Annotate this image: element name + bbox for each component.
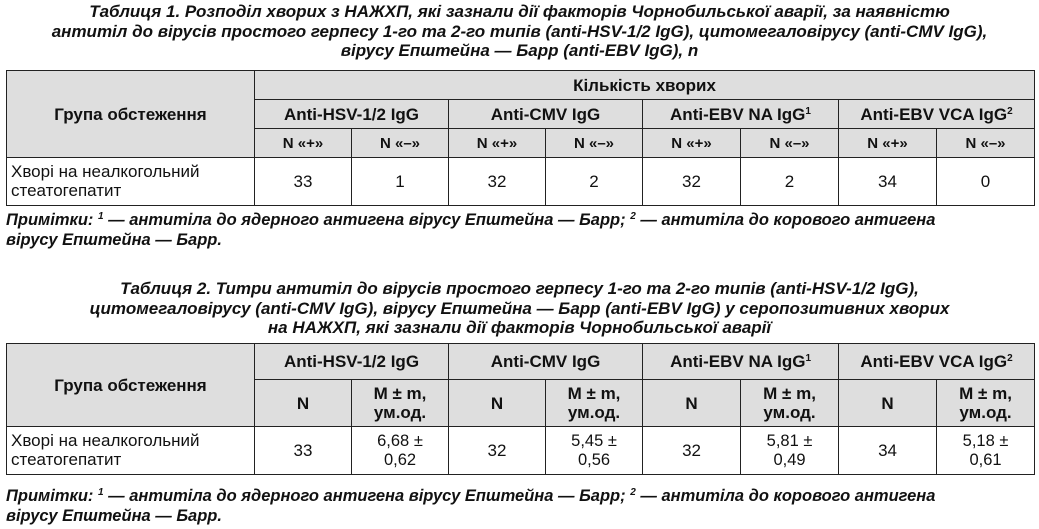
table2-caption-line: Таблиця 2. Титри антитіл до вірусів простого герпесу 1-го та 2-го типів (anti-HSV-1/2 IgG), (120, 279, 919, 298)
m-value-line: 0,61 (969, 450, 1002, 469)
antibody-sup: 2 (1007, 105, 1013, 117)
note-lead: Примітки: (6, 211, 99, 229)
value-cell: 2 (741, 158, 839, 206)
subheader-cell: N «+» (449, 129, 546, 158)
subheader-m (352, 380, 449, 427)
antibody-header (643, 344, 839, 380)
row-label-line: Хворі на неалкогольний (11, 162, 200, 181)
subheader-m (546, 380, 643, 427)
table2-group-header (7, 344, 255, 427)
antibody-label: Anti-HSV-1/2 IgG (283, 352, 420, 371)
row-label (7, 427, 255, 475)
m-value-cell (546, 427, 643, 475)
note-text: — антитіла до корового антигена (635, 487, 936, 505)
antibody-label: Anti-CMV IgG (490, 104, 601, 124)
subheader-m-line: ум.од. (763, 403, 816, 422)
table-row (7, 427, 1035, 475)
subheader-n: N (255, 380, 352, 427)
antibody-header (643, 100, 839, 129)
row-label-line: стеатогепатит (11, 180, 122, 200)
m-value-cell (741, 427, 839, 475)
m-value-line: 6,68 ± (377, 432, 423, 450)
note-line: вірусу Епштейна — Барр. (6, 230, 222, 249)
table1-caption (0, 2, 1039, 61)
antibody-label: Anti-CMV IgG (490, 352, 601, 371)
antibody-label: Anti-EBV VCA IgG (860, 352, 1008, 371)
note-sup: 2 (630, 487, 636, 498)
table2-caption-line: цитомегаловірусу (anti-CMV IgG), вірусу Епштейна — Барр (anti-EBV IgG) у серопозитивних хворих (89, 298, 950, 318)
table2-caption-line: на НАЖХП, які зазнали дії факторів Чорнобильської аварії (267, 318, 772, 337)
table1-group-header (7, 71, 255, 158)
row-label-line: Хворі на неалкогольний (11, 431, 200, 450)
row-label (7, 158, 255, 206)
subheader-m-line: M ± m, (763, 384, 816, 403)
antibody-label: Anti-EBV NA IgG (670, 352, 806, 371)
subheader-cell: N «–» (546, 129, 643, 158)
value-cell: 33 (255, 158, 352, 206)
subheader-n: N (449, 380, 546, 427)
subheader-cell: N «–» (741, 129, 839, 158)
subheader-m-line: M ± m, (567, 384, 621, 403)
table2 (6, 343, 1035, 475)
subheader-cell: N «+» (643, 129, 741, 158)
subheader-m-line: M ± m, (373, 384, 427, 403)
m-value-line: 0,62 (383, 450, 417, 469)
note-sup: 1 (98, 487, 104, 498)
value-cell: 32 (643, 158, 741, 206)
subheader-m-line: M ± m, (959, 384, 1012, 403)
value-cell: 34 (839, 158, 937, 206)
antibody-header (839, 100, 1035, 129)
antibody-sup: 1 (805, 105, 811, 117)
subheader-m-line: ум.од. (567, 403, 621, 422)
m-value-line: 0,56 (577, 450, 611, 469)
antibody-sup: 2 (1007, 353, 1013, 364)
row-label-line: стеатогепатит (11, 449, 122, 469)
n-value-cell: 32 (449, 427, 546, 475)
subheader-n: N (643, 380, 741, 427)
subheader-m-line: ум.од. (959, 403, 1012, 422)
note-sup: 2 (630, 211, 636, 222)
antibody-header (839, 344, 1035, 380)
antibody-label: Anti-EBV VCA IgG (860, 104, 1008, 124)
table-row (7, 158, 1035, 206)
n-value-cell: 33 (255, 427, 352, 475)
value-cell: 2 (546, 158, 643, 206)
value-cell: 32 (449, 158, 546, 206)
note-text: — антитіла до ядерного антигена вірусу Епштейна — Барр; (103, 211, 631, 229)
m-value-line: 0,49 (773, 450, 806, 469)
table1-caption-line: вірусу Епштейна — Барр (anti-EBV IgG), n (340, 41, 699, 60)
note-sup: 1 (98, 211, 104, 222)
note-lead: Примітки: (6, 487, 99, 505)
subheader-cell: N «–» (937, 129, 1035, 158)
value-cell: 0 (937, 158, 1035, 206)
subheader-n: N (839, 380, 937, 427)
n-value-cell: 32 (643, 427, 741, 475)
count-header-label: Кількість хворих (573, 75, 716, 95)
table1-count-header (255, 71, 1035, 100)
table2-note (6, 487, 1036, 526)
group-header-label: Група обстеження (54, 375, 207, 395)
note-line: вірусу Епштейна — Барр. (6, 506, 222, 525)
m-value-line: 5,81 ± (766, 432, 813, 450)
subheader-cell: N «+» (839, 129, 937, 158)
table1 (6, 70, 1035, 206)
antibody-header (449, 100, 643, 129)
table1-caption-line: антитіл до вірусів простого герпесу 1-го та 2-го типів (anti-HSV-1/2 IgG), цитомегаловірусу (anti-CMV IgG), (51, 21, 988, 41)
subheader-cell: N «–» (352, 129, 449, 158)
n-value-cell: 34 (839, 427, 937, 475)
subheader-m (937, 380, 1035, 427)
subheader-m (741, 380, 839, 427)
m-value-cell (352, 427, 449, 475)
table1-caption-line: Таблиця 1. Розподіл хворих з НАЖХП, які зазнали дії факторів Чорнобильської аварії, за наявністю (89, 2, 950, 21)
subheader-cell: N «+» (255, 129, 352, 158)
antibody-sup: 1 (805, 353, 811, 364)
antibody-label: Anti-HSV-1/2 IgG (283, 104, 420, 124)
note-line (6, 487, 1036, 507)
value-cell: 1 (352, 158, 449, 206)
antibody-header (449, 344, 643, 380)
table2-caption (0, 279, 1039, 338)
m-value-line: 5,45 ± (571, 432, 617, 450)
group-header-label: Група обстеження (54, 104, 207, 124)
note-text: — антитіла до корового антигена (635, 211, 936, 229)
table1-note (6, 211, 1036, 250)
m-value-line: 5,18 ± (962, 432, 1009, 450)
note-line (6, 211, 1036, 231)
antibody-header (255, 100, 449, 129)
antibody-header (255, 344, 449, 380)
antibody-label: Anti-EBV NA IgG (670, 104, 806, 124)
subheader-m-line: ум.од. (373, 403, 427, 422)
note-text: — антитіла до ядерного антигена вірусу Епштейна — Барр; (103, 487, 631, 505)
m-value-cell (937, 427, 1035, 475)
